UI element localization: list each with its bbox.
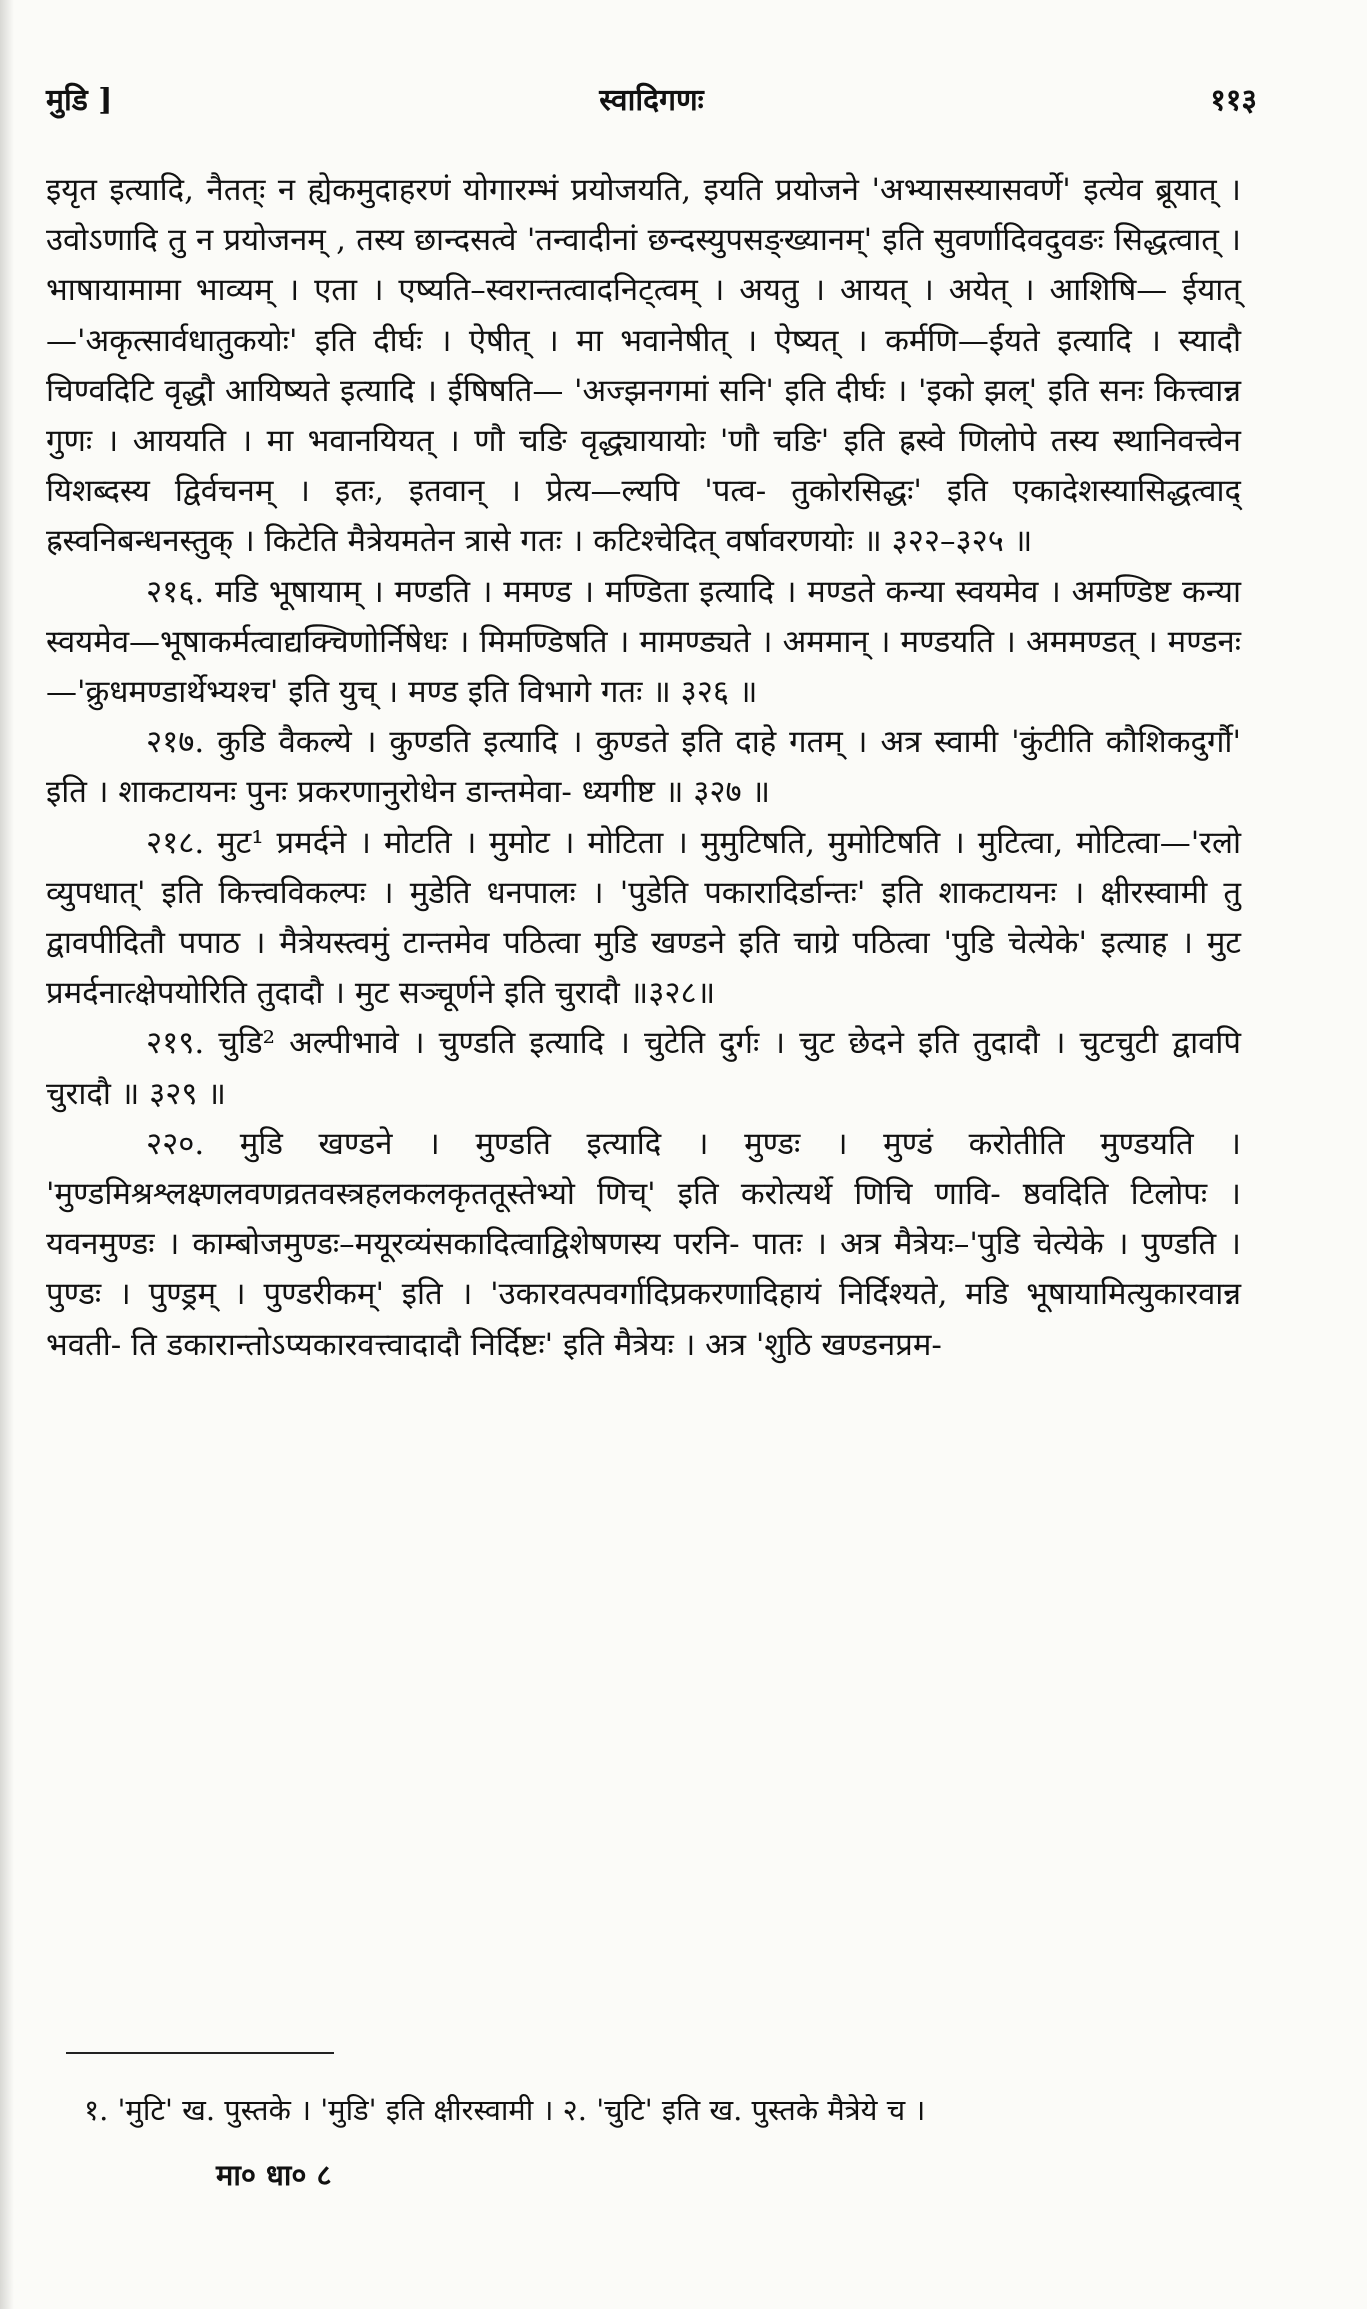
main-text (46, 165, 1241, 1370)
header-left: मुडि ] (46, 83, 113, 118)
footnotes: १. 'मुटि' ख. पुस्तके । 'मुडि' इति क्षीरस्वामी । २. 'चुटि' इति ख. पुस्तके मैत्रेये च । (84, 2093, 926, 2127)
signature-mark: मा० धा० ८ (216, 2158, 332, 2192)
paragraph-2: २१६. मडि भूषायाम् । मण्डति । ममण्ड । मण्डिता इत्यादि । मण्डते कन्या स्वयमेव । अमण्डिष्ट कन्या स्वयमेव—भूषाकर्मत्वाद्यक्चिणोर्निषेधः । मिमण्डिषति । मामण्ड्यते । अममान् । मण्डयति । अममण्डत् । मण्डनः—'क्रुधमण्डार्थेभ्यश्च' इति युच् । मण्ड इति विभागे गतः ॥ ३२६ ॥ (46, 573, 1241, 711)
paragraph-6: २२०. मुडि खण्डने । मुण्डति इत्यादि । मुण्डः । मुण्डं करोतीति मुण्डयति । 'मुण्डमिश्रश्लक्ष्णलवणव्रतवस्त्रहलकलकृततूस्तेभ्यो णिच्' इति करोत्यर्थे णिचि णावि- ष्ठवदिति टिलोपः । यवनमुण्डः । काम्बोजमुण्डः–मयूरव्यंसकादित्वाद्विशेषणस्य परनि- पातः । अत्र मैत्रेयः–'पुडि चेत्येके । पुण्डति । पुण्डः । पुण्ड्रम् । पुण्डरीकम्' इति । 'उकारवत्पवर्गादिप्रकरणादिहायं निर्दिश्यते, मडि भूषायामित्युकारवान्न भवती- ति डकारान्तोऽप्यकारवत्त्वादादौ निर्दिष्टः' इति मैत्रेयः । अत्र 'शुठि खण्डनप्रम- (46, 1125, 1241, 1363)
header-title: स्वादिगणः (599, 83, 704, 118)
page-number: ११३ (1210, 83, 1257, 118)
paragraph-1: इयृत इत्यादि, नैतत्ः न ह्येकमुदाहरणं योगारम्भं प्रयोजयति, इयति प्रयोजने 'अभ्यासस्यासवर्णे' इत्येव ब्रूयात् । उवोऽणादि तु न प्रयोजनम् , तस्य छान्दसत्वे 'तन्वादीनां छन्दस्युपसङ्ख्यानम्' इति सुवर्णादिवदुवङः सिद्धत्वात् । भाषायामामा भाव्यम् । एता । एष्यति–स्वरान्तत्वादनिट्त्वम् । अयतु । आयत् । अयेत् । आशिषि— ईयात्—'अकृत्सार्वधातुकयोः' इति दीर्घः । ऐषीत् । मा भवानेषीत् । ऐष्यत् । कर्मणि—ईयते इत्यादि । स्यादौ चिण्वदिटि वृद्धौ आयिष्यते इत्यादि । ईषिषति— 'अज्झनगमां सनि' इति दीर्घः । 'इको झल्' इति सनः कित्त्वान्न गुणः । आययति । मा भवानयियत् । णौ चङि वृद्ध्यायायोः 'णौ चङि' इति ह्रस्वे णिलोपे तस्य स्थानिवत्त्वेन यिशब्दस्य द्विर्वचनम् । इतः, इतवान् । प्रेत्य—ल्यपि 'पत्व- तुकोरसिद्धः' इति एकादेशस्यासिद्धत्वाद् ह्रस्वनिबन्धनस्तुक् । किटेति मैत्रेयमतेन त्रासे गतः । कटिश्चेदित् वर्षावरणयोः ॥ ३२२–३२५ ॥ (46, 172, 1241, 560)
paragraph-3: २१७. कुडि वैकल्ये । कुण्डति इत्यादि । कुण्डते इति दाहे गतम् । अत्र स्वामी 'कुंटीति कौशिकदुर्गौ' इति । शाकटायनः पुनः प्रकरणानुरोधेन डान्तमेवा- ध्यगीष्ट ॥ ३२७ ॥ (46, 724, 1241, 811)
running-header (46, 78, 1257, 128)
paragraph-4: २१८. मुट¹ प्रमर्दने । मोटति । मुमोट । मोटिता । मुमुटिषति, मुमोटिषति । मुटित्वा, मोटित्वा—'रलो व्युपधात्' इति कित्त्वविकल्पः । मुडेति धनपालः । 'पुडेति पकारादिर्डान्तः' इति शाकटायनः । क्षीरस्वामी तु द्वावपीदितौ पपाठ । मैत्रेयस्त्वमुं टान्तमेव पठित्वा मुडि खण्डने इति चाग्रे पठित्वा 'पुडि चेत्येके' इत्याह । मुट प्रमर्दनात्क्षेपयोरिति तुदादौ । मुट सञ्चूर्णने इति चुरादौ ॥३२८॥ (46, 824, 1241, 1012)
binding-shadow (0, 0, 14, 2309)
paragraph-5: २१९. चुडि² अल्पीभावे । चुण्डति इत्यादि । चुटेति दुर्गः । चुट छेदने इति तुदादौ । चुटचुटी द्वावपि चुरादौ ॥ ३२९ ॥ (46, 1025, 1241, 1112)
footnote-divider (66, 2052, 334, 2054)
